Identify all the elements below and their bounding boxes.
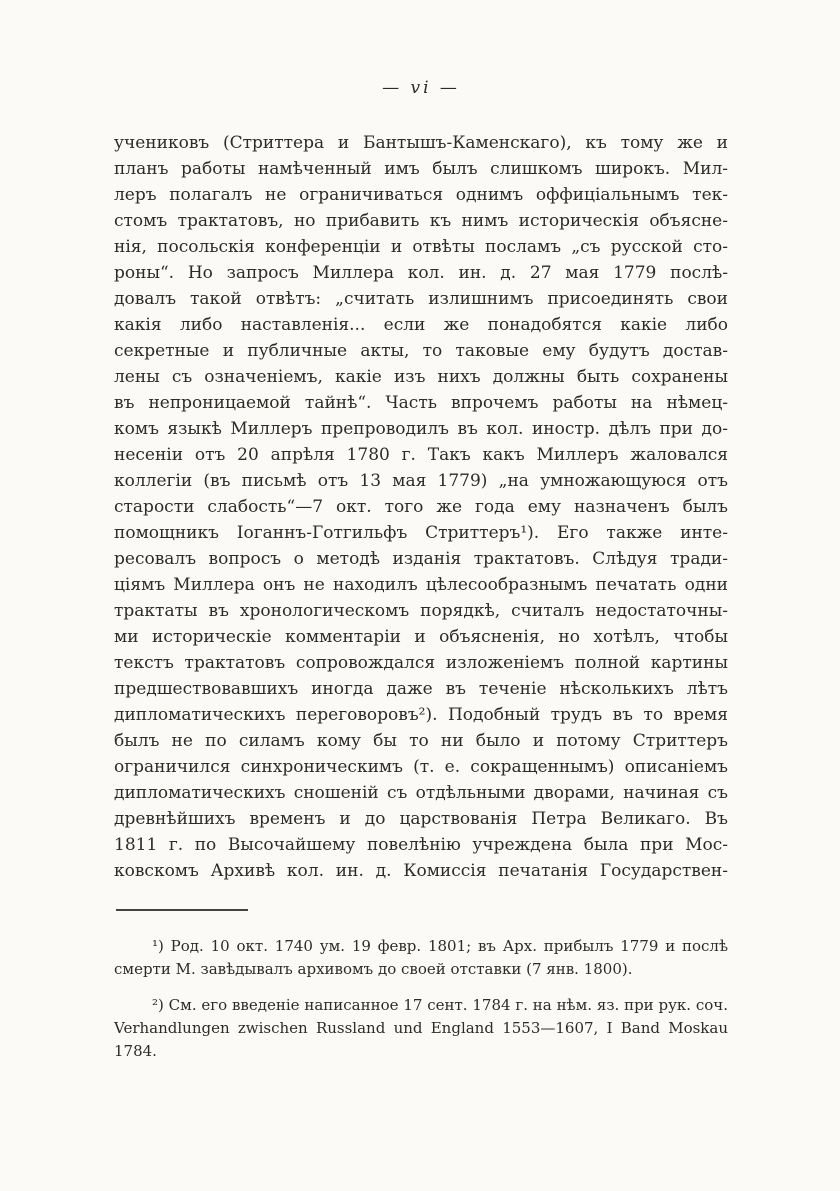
body-line: учениковъ (Стриттера и Бантышъ-Каменскаго), къ тому же и — [114, 133, 728, 153]
body-line: несеніи отъ 20 апрѣля 1780 г. Такъ какъ Миллеръ жаловался — [114, 445, 728, 465]
body-line: дипломатическихъ сношеній съ отдѣльными дворами, начиная съ — [114, 783, 728, 803]
body-line: дипломатическихъ переговоровъ²). Подобный трудъ въ то время — [114, 705, 728, 725]
body-line: ресовалъ вопросъ о методѣ изданія трактатовъ. Слѣдуя тради- — [114, 549, 728, 569]
body-line: довалъ такой отвѣтъ: „считать излишнимъ присоединять свои — [114, 289, 728, 309]
body-line: лены съ означеніемъ, какіе изъ нихъ должны быть сохранены — [114, 367, 728, 387]
body-line: планъ работы намѣченный имъ былъ слишкомъ широкъ. Мил- — [114, 159, 728, 179]
body-line: леръ полагалъ не ограничиваться однимъ оффиціальнымъ тек- — [114, 185, 728, 205]
body-line: нія, посольскія конференціи и отвѣты посламъ „съ русской сто- — [114, 237, 728, 257]
body-line: ми историческіе комментаріи и объясненія, но хотѣлъ, чтобы — [114, 627, 728, 647]
body-line: древнѣйшихъ временъ и до царствованія Петра Великаго. Въ — [114, 809, 728, 829]
body-line: помощникъ Іоганнъ-Готгильфъ Стриттеръ¹). Его также инте- — [114, 523, 728, 543]
footnote-2: ²) См. его введеніе написанное 17 сент. 1784 г. на нѣм. яз. при рук. соч. Verhandlungen zwischen Russland und England 1553—1607, I Band Moskau 1784. — [114, 996, 728, 1060]
body-line: предшествовавшихъ иногда даже въ теченіе нѣсколькихъ лѣтъ — [114, 679, 728, 699]
body-line: текстъ трактатовъ сопровождался изложеніемъ полной картины — [114, 653, 728, 673]
body-text — [114, 130, 728, 884]
body-line: коллегіи (въ письмѣ отъ 13 мая 1779) „на умножающуюся отъ — [114, 471, 728, 491]
body-line: ковскомъ Архивѣ кол. ин. д. Комиссія печатанія Государствен- — [114, 861, 728, 881]
body-line: ограничился синхроническимъ (т. е. сокращеннымъ) описаніемъ — [114, 757, 728, 777]
body-line: какія либо наставленія... если же понадобятся какіе либо — [114, 315, 728, 335]
body-line: 1811 г. по Высочайшему повелѣнію учреждена была при Мос- — [114, 835, 728, 855]
footnotes — [114, 935, 728, 1063]
page-number: — vi — — [382, 78, 460, 98]
body-line: въ непроницаемой тайнѣ“. Часть впрочемъ работы на нѣмец- — [114, 393, 728, 413]
footnote-separator — [116, 909, 248, 911]
body-line: старости слабость“—7 окт. того же года ему назначенъ былъ — [114, 497, 728, 517]
body-line: стомъ трактатовъ, но прибавить къ нимъ историческія объясне- — [114, 211, 728, 231]
body-line: былъ не по силамъ кому бы то ни было и потому Стриттеръ — [114, 731, 728, 751]
body-line: трактаты въ хронологическомъ порядкѣ, считалъ недостаточны- — [114, 601, 728, 621]
footnote-1: ¹) Род. 10 окт. 1740 ум. 19 февр. 1801; въ Арх. прибылъ 1779 и послѣ смерти М. завѣдывалъ архивомъ до своей отставки (7 янв. 1800). — [114, 937, 728, 978]
body-line: секретные и публичные акты, то таковые ему будутъ достав- — [114, 341, 728, 361]
body-line: комъ языкѣ Миллеръ препроводилъ въ кол. иностр. дѣлъ при до- — [114, 419, 728, 439]
body-line: ціямъ Миллера онъ не находилъ цѣлесообразнымъ печатать одни — [114, 575, 728, 595]
body-line: роны“. Но запросъ Миллера кол. ин. д. 27 мая 1779 послѣ- — [114, 263, 728, 283]
